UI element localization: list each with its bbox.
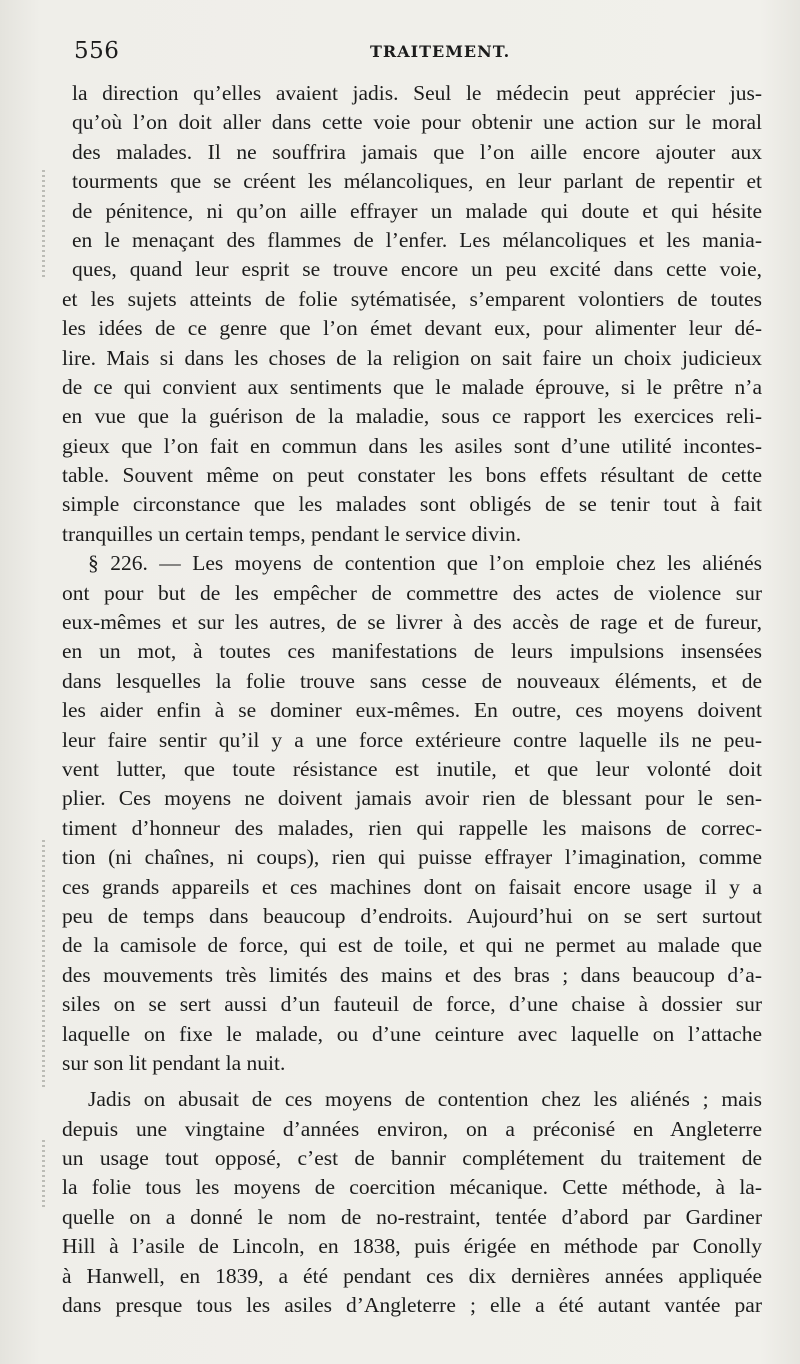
page-header: [74, 38, 760, 68]
text-line: quelle on a donné le nom de no-restraint, tentée d’abord par Gardiner: [62, 1204, 762, 1229]
text-line: tranquilles un certain temps, pendant le service divin.: [62, 521, 522, 546]
running-head: TRAITEMENT.: [370, 42, 511, 61]
text-line: la folie tous les moyens de coercition mécanique. Cette méthode, à la-: [62, 1175, 762, 1200]
text-line: dans presque tous les asiles d’Angleterre ; elle a été autant vantée par: [62, 1293, 762, 1318]
body-text: [62, 79, 762, 1320]
page-number: 556: [74, 38, 120, 64]
text-line: et les sujets atteints de folie sytématisée, s’emparent volontiers de toutes: [62, 286, 762, 311]
text-line: timent d’honneur des malades, rien qui rappelle les maisons de correc-: [62, 815, 762, 840]
text-line: table. Souvent même on peut constater les bons effets résultant de cette: [62, 463, 762, 488]
text-line: siles on se sert aussi d’un fauteuil de force, d’une chaise à dossier sur: [62, 992, 762, 1017]
binding-edge-mark: [42, 1140, 45, 1210]
text-line: plier. Ces moyens ne doivent jamais avoir rien de blessant pour le sen-: [62, 786, 762, 811]
text-line: la direction qu’elles avaient jadis. Seul le médecin peut apprécier jus-: [72, 81, 762, 105]
text-line: ont pour but de les empêcher de commettre des actes de violence sur: [62, 580, 762, 605]
text-line: laquelle on fixe le malade, ou d’une ceinture avec laquelle on l’attache: [62, 1021, 762, 1046]
text-line: ques, quand leur esprit se trouve encore un peu excité dans cette voie,: [72, 257, 762, 282]
text-line: qu’où l’on doit aller dans cette voie pour obtenir une action sur le moral: [72, 110, 762, 135]
binding-edge-mark: [42, 840, 45, 1090]
text-line: Jadis on abusait de ces moyens de contention chez les aliénés ; mais: [88, 1087, 762, 1112]
text-line: en le menaçant des flammes de l’enfer. Les mélancoliques et les mania-: [72, 227, 762, 252]
text-line: gieux que l’on fait en commun dans les asiles sont d’une utilité incontes-: [62, 433, 762, 458]
text-line: un usage tout opposé, c’est de bannir complétement du traitement de: [62, 1146, 762, 1171]
text-line: Hill à l’asile de Lincoln, en 1838, puis érigée en méthode par Conolly: [62, 1234, 762, 1259]
paragraph-no-restraint: [62, 1085, 762, 1320]
paragraph-gap: [62, 1078, 762, 1085]
text-line: les aider enfin à se dominer eux-mêmes. En outre, ces moyens doivent: [62, 698, 762, 723]
text-line: de pénitence, ni qu’on aille effrayer un malade qui doute et qui hésite: [72, 198, 762, 223]
text-line: des malades. Il ne souffrira jamais que l’on aille encore ajouter aux: [72, 139, 762, 164]
text-line: tion (ni chaînes, ni coups), rien qui puisse effrayer l’imagination, comme: [62, 845, 762, 870]
text-line: vent lutter, que toute résistance est inutile, et que leur volonté doit: [62, 756, 762, 781]
text-line: en vue que la guérison de la maladie, sous ce rapport les exercices reli-: [62, 404, 762, 429]
paragraph-religion: [62, 79, 762, 549]
binding-edge-mark: [42, 170, 45, 280]
text-line: sur son lit pendant la nuit.: [62, 1050, 286, 1075]
text-line: lire. Mais si dans les choses de la religion on sait faire un choix judicieux: [62, 345, 762, 370]
text-line: tourments que se créent les mélancoliques, en leur parlant de repentir et: [72, 169, 762, 194]
text-line: en un mot, à toutes ces manifestations de leurs impulsions insensées: [62, 639, 762, 664]
text-line: simple circonstance que les malades sont obligés de se tenir tout à fait: [62, 492, 762, 517]
section-heading-line: § 226. — Les moyens de contention que l’on emploie chez les aliénés: [88, 551, 762, 576]
text-line: des mouvements très limités des mains et des bras ; dans beaucoup d’a-: [62, 962, 762, 987]
text-line: eux-mêmes et sur les autres, de se livrer à des accès de rage et de fureur,: [62, 610, 762, 635]
text-line: à Hanwell, en 1839, a été pendant ces dix dernières années appliquée: [62, 1263, 762, 1288]
text-line: ces grands appareils et ces machines dont on faisait encore usage il y a: [62, 874, 762, 899]
text-line: de ce qui convient aux sentiments que le malade éprouve, si le prêtre n’a: [62, 374, 762, 399]
text-line: leur faire sentir qu’il y a une force extérieure contre laquelle ils ne peu-: [62, 727, 762, 752]
text-line: peu de temps dans beaucoup d’endroits. Aujourd’hui on se sert surtout: [62, 903, 762, 928]
text-line: dans lesquelles la folie trouve sans cesse de nouveaux éléments, et de: [62, 668, 762, 693]
text-line: de la camisole de force, qui est de toile, et qui ne permet au malade que: [62, 933, 762, 958]
text-line: les idées de ce genre que l’on émet devant eux, pour alimenter leur dé-: [62, 316, 762, 341]
text-line: depuis une vingtaine d’années environ, on a préconisé en Angleterre: [62, 1116, 762, 1141]
paragraph-section-226: [62, 549, 762, 1078]
